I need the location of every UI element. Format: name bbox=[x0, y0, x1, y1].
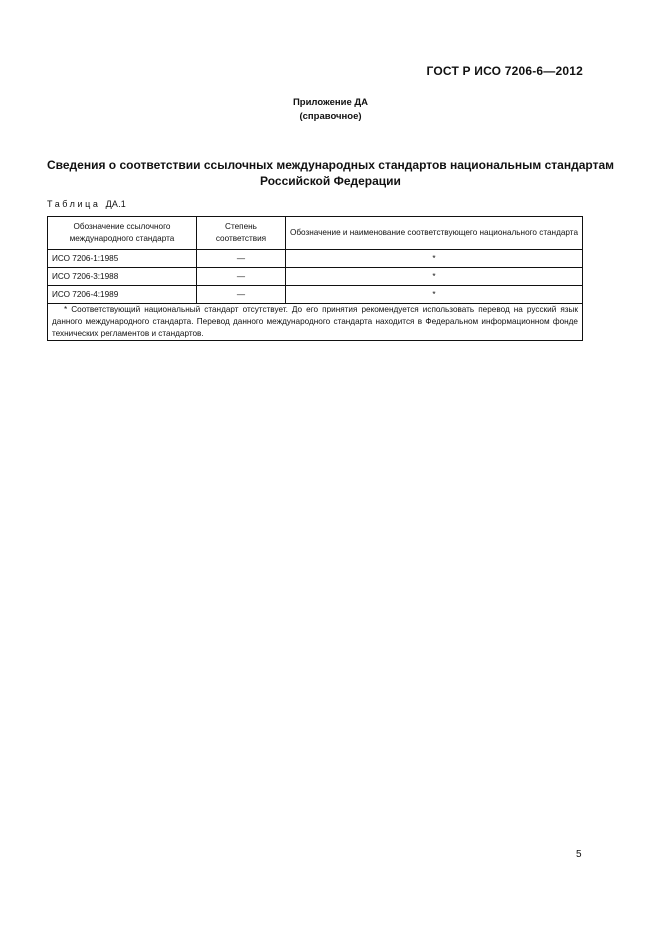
document-code: ГОСТ Р ИСО 7206-6—2012 bbox=[426, 64, 583, 78]
cell-reference-standard: ИСО 7206-3:1988 bbox=[48, 268, 197, 286]
table-row bbox=[48, 268, 583, 286]
cell-reference-standard: ИСО 7206-1:1985 bbox=[48, 250, 197, 268]
appendix-title: Приложение ДА bbox=[292, 97, 369, 108]
table-caption-number: ДА.1 bbox=[105, 199, 127, 209]
standards-correspondence-table bbox=[47, 216, 583, 341]
table-row bbox=[48, 286, 583, 304]
table-caption bbox=[47, 199, 126, 209]
section-title-line-2: Российской Федерации bbox=[260, 174, 401, 188]
table-footnote bbox=[48, 304, 583, 341]
cell-national-standard: * bbox=[286, 286, 583, 304]
page-number: 5 bbox=[576, 849, 582, 860]
appendix-subtitle: (справочное) bbox=[299, 111, 362, 122]
cell-reference-standard: ИСО 7206-4:1989 bbox=[48, 286, 197, 304]
table-header-row bbox=[48, 217, 583, 250]
header-reference-standard: Обозначение ссылочного международного стандарта bbox=[48, 217, 197, 250]
cell-degree: — bbox=[197, 286, 286, 304]
table-footnote-row bbox=[48, 304, 583, 341]
table-row bbox=[48, 250, 583, 268]
cell-degree: — bbox=[197, 268, 286, 286]
table-footnote-text: * Соответствующий национальный стандарт отсутствует. До его принятия рекомендуется использовать перевод на русский язык данного международного стандарта. Перевод данного международного стандарта находится в Федеральном информационном фонде технических регламентов и стандартов. bbox=[52, 305, 578, 338]
cell-degree: — bbox=[197, 250, 286, 268]
cell-national-standard: * bbox=[286, 250, 583, 268]
cell-national-standard: * bbox=[286, 268, 583, 286]
header-national-standard: Обозначение и наименование соответствующего национального стандарта bbox=[286, 217, 583, 250]
section-title-line-1: Сведения о соответствии ссылочных международных стандартов национальным стандартам bbox=[47, 158, 614, 172]
appendix-heading bbox=[0, 96, 661, 124]
table-caption-word: Таблица bbox=[47, 199, 101, 209]
header-degree-of-correspondence: Степень соответствия bbox=[197, 217, 286, 250]
section-title bbox=[40, 157, 621, 189]
